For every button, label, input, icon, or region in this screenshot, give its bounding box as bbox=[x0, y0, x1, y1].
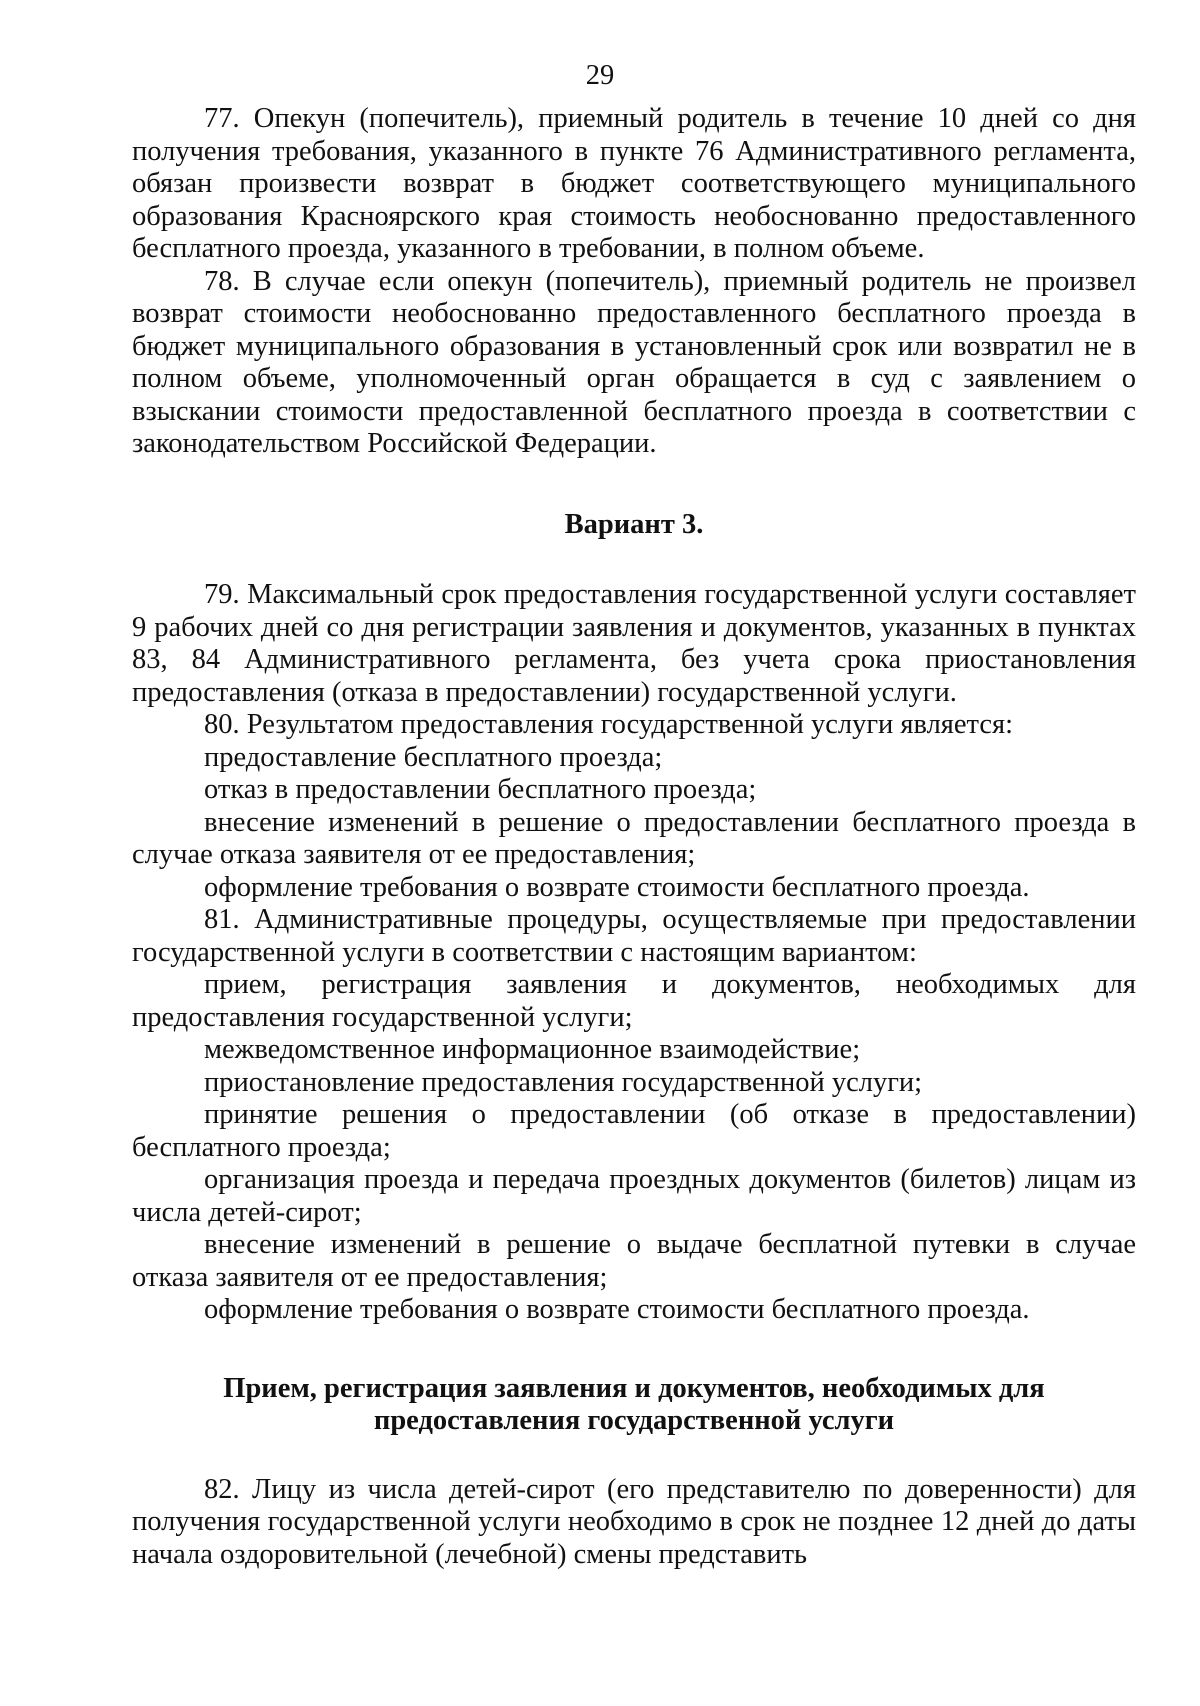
list-item: оформление требования о возврате стоимости бесплатного проезда. bbox=[204, 1294, 1030, 1325]
document-body bbox=[132, 103, 1136, 1571]
list-item: оформление требования о возврате стоимости бесплатного проезда. bbox=[204, 871, 1030, 903]
list-item: внесение изменений в решение о выдаче бесплатной путевки в случае отказа заявителя от ее предоставления; bbox=[132, 1229, 1136, 1293]
list-item: внесение изменений в решение о предоставлении бесплатного проезда в случае отказа заявителя от ее предоставления; bbox=[132, 806, 1136, 870]
paragraph-77: 77. Опекун (попечитель), приемный родитель в течение 10 дней со дня получения требования, указанного в пункте 76 Административного регламента, обязан произвести возврат в бюджет соответствующего муниципального образования Красноярского края стоимость необоснованно предоставленного бесплатного проезда, указанного в требовании, в полном объеме. bbox=[132, 103, 1136, 264]
paragraph-81: 81. Административные процедуры, осуществляемые при предоставлении государственной услуги в соответствии с настоящим вариантом: bbox=[132, 904, 1136, 968]
paragraph-79: 79. Максимальный срок предоставления государственной услуги составляет 9 рабочих дней со дня регистрации заявления и документов, указанных в пунктах 83, 84 Административного регламента, без учета срока приостановления предоставления (отказа в предоставлении) государственной услуги. bbox=[132, 579, 1136, 708]
list-item: принятие решения о предоставлении (об отказе в предоставлении) бесплатного проезда; bbox=[132, 1099, 1136, 1163]
paragraph-82: 82. Лицу из числа детей-сирот (его представителю по доверенности) для получения государственной услуги необходимо в срок не позднее 12 дней до даты начала оздоровительной (лечебной) смены представить bbox=[132, 1473, 1136, 1570]
page-number: 29 bbox=[585, 60, 615, 91]
list-item: предоставление бесплатного проезда; bbox=[204, 741, 663, 773]
paragraph-80: 80. Результатом предоставления государственной услуги является: bbox=[204, 709, 1014, 740]
list-item: приостановление предоставления государственной услуги; bbox=[204, 1066, 923, 1098]
paragraph-78: 78. В случае если опекун (попечитель), приемный родитель не произвел возврат стоимости необоснованно предоставленного бесплатного проезда в бюджет муниципального образования в установленный срок или возвратил не в полном объеме, уполномоченный орган обращается в суд с заявлением о взыскании стоимости предоставленной бесплатного проезда в соответствии с законодательством Российской Федерации. bbox=[132, 265, 1136, 459]
list-item: межведомственное информационное взаимодействие; bbox=[204, 1034, 861, 1065]
section-heading: Прием, регистрация заявления и документов, необходимых для предоставления государственной услуги bbox=[223, 1372, 1045, 1436]
list-item: прием, регистрация заявления и документов, необходимых для предоставления государственной услуги; bbox=[132, 969, 1136, 1033]
heading-variant: Вариант 3. bbox=[564, 508, 704, 540]
list-item: отказ в предоставлении бесплатного проезда; bbox=[204, 774, 757, 805]
list-item: организация проезда и передача проездных документов (билетов) лицам из числа детей-сирот; bbox=[132, 1164, 1136, 1228]
